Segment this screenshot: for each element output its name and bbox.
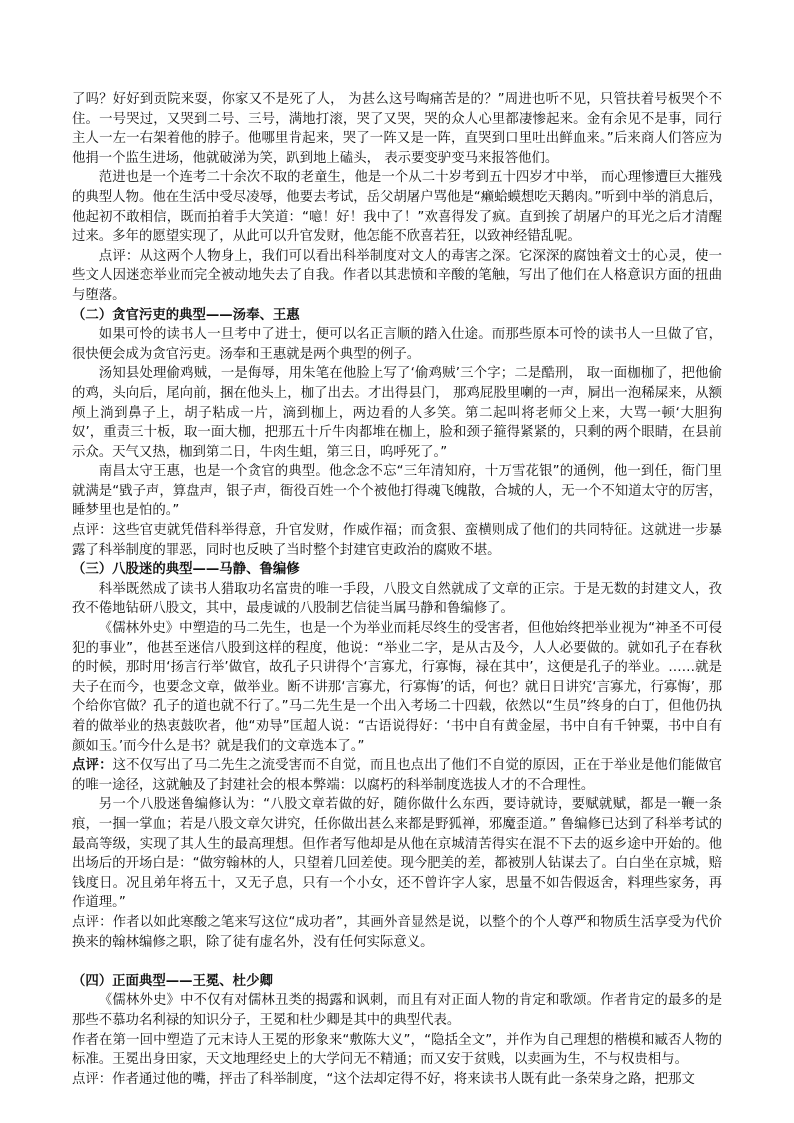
section-heading: （三）八股迷的典型——马静、鲁编修 [72, 562, 300, 578]
paragraph: 另一个八股迷鲁编修认为：“八股文章若做的好，随你做什么东西，要诗就诗，要赋就赋，都是一鞭一条痕，一掴一掌血；若是八股文章欠讲究，任你做出甚么来都是野狐禅，邪魔歪道。” 鲁编修已达到了科举考试的最高等级，实现了其人生的最高理想。但作者写他却是从他在京城清苦得实在混不下去的返乡途中开始的。他出场后的开场白是：“做穷翰林的人，只望着几回差使。现今肥美的差，都被别人钻谋去了。白白坐在京城，赔钱度日。况且弟年将五十，又无子息，只有一个小女，还不曾许字人家，思量不如告假返舍，料理些家务，再作道理。” [72, 797, 722, 911]
commentary-paragraph [72, 756, 722, 795]
paragraph: 《儒林外史》中不仅有对儒林丑类的揭露和讽刺，而且有对正面人物的肯定和歌颂。作者肯定的最多的是那些不慕功名利禄的知识分子，王冕和杜少卿是其中的典型代表。 [72, 993, 722, 1028]
paragraph: 科举既然成了读书人猎取功名富贵的唯一手段，八股文自然就成了文章的正宗。于是无数的封建文人，孜孜不倦地钻研八股文，其中，最虔诚的八股制艺信徒当属马静和鲁编修了。 [72, 581, 722, 617]
commentary-paragraph: 点评：这些官吏就凭借科举得意，升官发财，作威作福；而贪狠、蛮横则成了他们的共同特征。这就进一步暴露了科举制度的罪恶，同时也反映了当时整个封建官吏政治的腐败不堪。 [72, 523, 722, 558]
section-heading: （四）正面典型——王冕、杜少卿 [72, 973, 273, 989]
commentary-paragraph: 点评：从这两个人物身上，我们可以看出科举制度对文人的毒害之深。它深深的腐蚀着文士的心灵，使一些文人因迷恋举业而完全被动地失去了自我。作者以其悲愤和辛酸的笔触，写出了他们在人格意识方面的扭曲与堕落。 [72, 248, 722, 303]
paragraph: 南昌太守王惠，也是一个贪官的典型。他念念不忘“三年清知府，十万雪花银”的通例，他一到任，衙门里就满是“戥子声，算盘声，银子声，衙役百姓一个个被他打得魂飞魄散，合城的人，无一个不知道太守的厉害，睡梦里也是怕的。” [72, 464, 722, 519]
commentary-paragraph: 点评：作者通过他的嘴，抨击了科举制度，“这个法却定得不好，将来读书人既有此一条荣身之路，把那文 [72, 1071, 695, 1087]
paragraph: 如果可怜的读书人一旦考中了进士，便可以名正言顺的踏入仕途。而那些原本可怜的读书人一旦做了官，很快便会成为贪官污吏。汤奉和王惠就是两个典型的例子。 [72, 327, 722, 362]
commentary-label: 点评： [72, 758, 113, 774]
paragraph: 《儒林外史》中塑造的马二先生，也是一个为举业而耗尽终生的受害者，但他始终把举业视为“神圣不可侵犯的事业”，他甚至迷信八股到这样的程度，他说：“举业二字，是从古及今，人人必要做的。就如孔子在春秋的时候，那时用‘扬言行举’做官，故孔子只讲得个‘言寡尤，行寡悔，禄在其中’，这便是孔子的举业。……就是夫子在而今，也要念文章，做举业。断不讲那‘言寡尤，行寡悔’的话，何也？就日日讲究‘言寡尤，行寡悔’，那个给你官做？孔子的道也就不行了。”马二先生是一个出入考场二十四载，依然以“生员”终身的白丁，但他仍执着的做举业的热衷鼓吹者，他“劝导”匡超人说：“古语说得好：‘书中自有黄金屋，书中自有千钟粟，书中自有颜如玉。’而今什么是书？就是我们的文章选本了。” [72, 621, 722, 754]
paragraph: 了吗？好好到贡院来耍，你家又不是死了人， 为甚么这号啕痛苦是的？”周进也听不见，只管扶着号板哭个不住。一号哭过，又哭到二号、三号，满地打滚，哭了又哭，哭的众人心里都凄惨起来。金有余见不是事，同行主人一左一右架着他的脖子。他哪里肯起来，哭了一阵又是一阵，直哭到口里吐出鲜血来。”后来商人们答应为他捐一个监生进场，他就破涕为笑，趴到地上磕头， 表示要变驴变马来报答他们。 [72, 92, 722, 166]
document-page [72, 90, 722, 1089]
paragraph: 汤知县处理偷鸡贼，一是侮辱，用朱笔在他脸上写了‘偷鸡贼’三个字；二是酷刑， 取一面枷枷了，把他偷的鸡，头向后，尾向前，捆在他头上，枷了出去。才出得县门， 那鸡屁股里喇的一声，屙出一泡稀屎来，从额颅上淌到鼻子上，胡子粘成一片，滴到枷上，两边看的人多笑。第二起叫将老师父上来，大骂一顿‘大胆狗奴’，重责三十板，取一面大枷，把那五十斤牛肉都堆在枷上，脸和颈子箍得紧紧的，只剩的两个眼睛，在县前示众。天气又热，枷到第二日，牛肉生蛆，第三日，呜呼死了。” [72, 366, 722, 460]
paragraph: 作者在第一回中塑造了元末诗人王冕的形象来“敷陈大义”，“隐括全文”，并作为自己理想的楷模和臧否人物的标准。王冕出身田家，天文地理经史上的大学问无不精通；而又安于贫贱，以卖画为生，不与权贵相与。 [72, 1032, 722, 1068]
section-heading: （二）贪官污吏的典型——汤奉、王惠 [72, 307, 300, 323]
paragraph: 范进也是一个连考二十余次不取的老童生，他是一个从二十岁考到五十四岁才中举， 而心理惨遭巨大摧残的典型人物。他在生活中受尽凌辱，他要去考试，岳父胡屠户骂他是“癞蛤蟆想吃天鹅肉。”听到中举的消息后，他起初不敢相信，既而拍着手大笑道：“噫！好！我中了！”欢喜得发了疯。直到挨了胡屠户的耳光之后才清醒过来。多年的愿望实现了，从此可以升官发财，他怎能不欣喜若狂，以致神经错乱呢。 [72, 170, 722, 245]
commentary-text: 这不仅写出了马二先生之流受害而不自觉，而且也点出了他们不自觉的原因，正在于举业是他们能做官的唯一途径，这就触及了封建社会的根本弊端：以腐朽的科举制度选拔人才的不合理性。 [72, 758, 723, 793]
spacer [72, 952, 722, 972]
commentary-paragraph: 点评：作者以如此寒酸之笔来写这位“成功者”，其画外音显然是说，以整个的个人尊严和物质生活享受为代价换来的翰林编修之职，除了徒有虚名外，没有任何实际意义。 [72, 914, 722, 950]
